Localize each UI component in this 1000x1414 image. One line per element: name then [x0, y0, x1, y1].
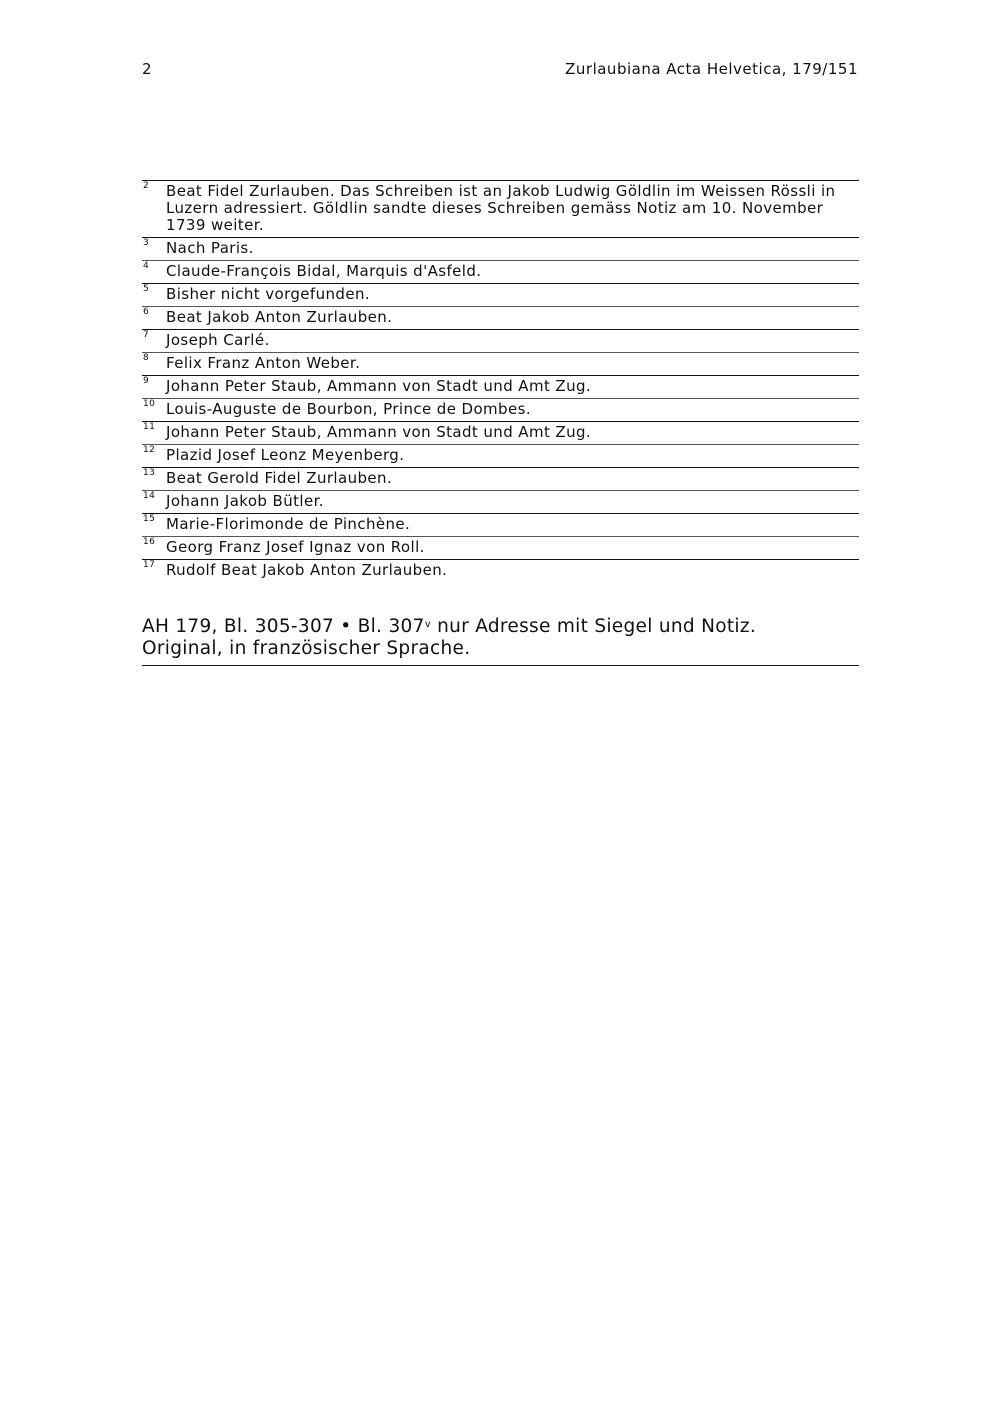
footnote	[142, 514, 859, 537]
source-description: nur Adresse mit Siegel und Notiz.	[430, 616, 757, 637]
footnote-text: Joseph Carlé.	[166, 331, 270, 349]
footnote-number: 16	[143, 537, 156, 547]
footnote	[142, 284, 859, 307]
footnote	[142, 445, 859, 468]
footnote	[142, 330, 859, 353]
footnote-number: 11	[143, 422, 156, 432]
footnote-number: 3	[143, 238, 150, 248]
footnote-number: 7	[143, 330, 150, 340]
footnote	[142, 353, 859, 376]
footnote-text: Rudolf Beat Jakob Anton Zurlauben.	[166, 561, 448, 579]
footnote-number: 6	[143, 307, 150, 317]
footnote-number: 9	[143, 376, 150, 386]
footnote-text: Beat Jakob Anton Zurlauben.	[166, 308, 393, 326]
footnote	[142, 376, 859, 399]
source-line-1	[142, 616, 859, 638]
footnote-number: 15	[143, 514, 156, 524]
page-number: 2	[142, 60, 153, 78]
footnote-number: 12	[143, 445, 156, 455]
footnote-text: Johann Peter Staub, Ammann von Stadt und Amt Zug.	[166, 377, 592, 395]
footnote-number: 5	[143, 284, 150, 294]
footnote	[142, 468, 859, 491]
footnote-text: Beat Fidel Zurlauben. Das Schreiben ist an Jakob Ludwig Göldlin im Weissen Rössli in Luzern adressiert. Göldlin sandte dieses Schreiben gemäss Notiz am 10. November 1739 weiter.	[166, 182, 836, 234]
footnote	[142, 238, 859, 261]
footnote-text: Nach Paris.	[166, 239, 254, 257]
source-note	[142, 616, 859, 666]
footnote-number: 4	[143, 261, 150, 271]
source-line-2: Original, in französischer Sprache.	[142, 638, 471, 659]
footnote-text: Marie-Florimonde de Pinchène.	[166, 515, 411, 533]
footnote-number: 8	[143, 353, 150, 363]
source-reference: AH 179, Bl. 305-307 • Bl. 307	[142, 616, 425, 637]
footnote	[142, 261, 859, 284]
footnote-text: Plazid Josef Leonz Meyenberg.	[166, 446, 405, 464]
verso-marker: v	[424, 619, 431, 630]
footnote	[142, 181, 859, 238]
running-header: Zurlaubiana Acta Helvetica, 179/151	[565, 60, 858, 78]
footnote-text: Felix Franz Anton Weber.	[166, 354, 361, 372]
footnote-number: 13	[143, 468, 156, 478]
footnote-number: 2	[143, 181, 150, 191]
footnotes-list	[142, 180, 859, 582]
footnote-text: Louis-Auguste de Bourbon, Prince de Dombes.	[166, 400, 531, 418]
footnote-text: Johann Jakob Bütler.	[166, 492, 324, 510]
footnote-number: 14	[143, 491, 156, 501]
footnote	[142, 307, 859, 330]
footnote-number: 17	[143, 560, 156, 570]
footnote	[142, 491, 859, 514]
footnote-text: Claude-François Bidal, Marquis d'Asfeld.	[166, 262, 482, 280]
footnote-text: Johann Peter Staub, Ammann von Stadt und Amt Zug.	[166, 423, 592, 441]
footnote-text: Bisher nicht vorgefunden.	[166, 285, 371, 303]
footnote	[142, 560, 859, 582]
footnote-text: Beat Gerold Fidel Zurlauben.	[166, 469, 393, 487]
footnote	[142, 399, 859, 422]
footnote	[142, 422, 859, 445]
footnote-text: Georg Franz Josef Ignaz von Roll.	[166, 538, 425, 556]
footnote-number: 10	[143, 399, 156, 409]
footnote	[142, 537, 859, 560]
